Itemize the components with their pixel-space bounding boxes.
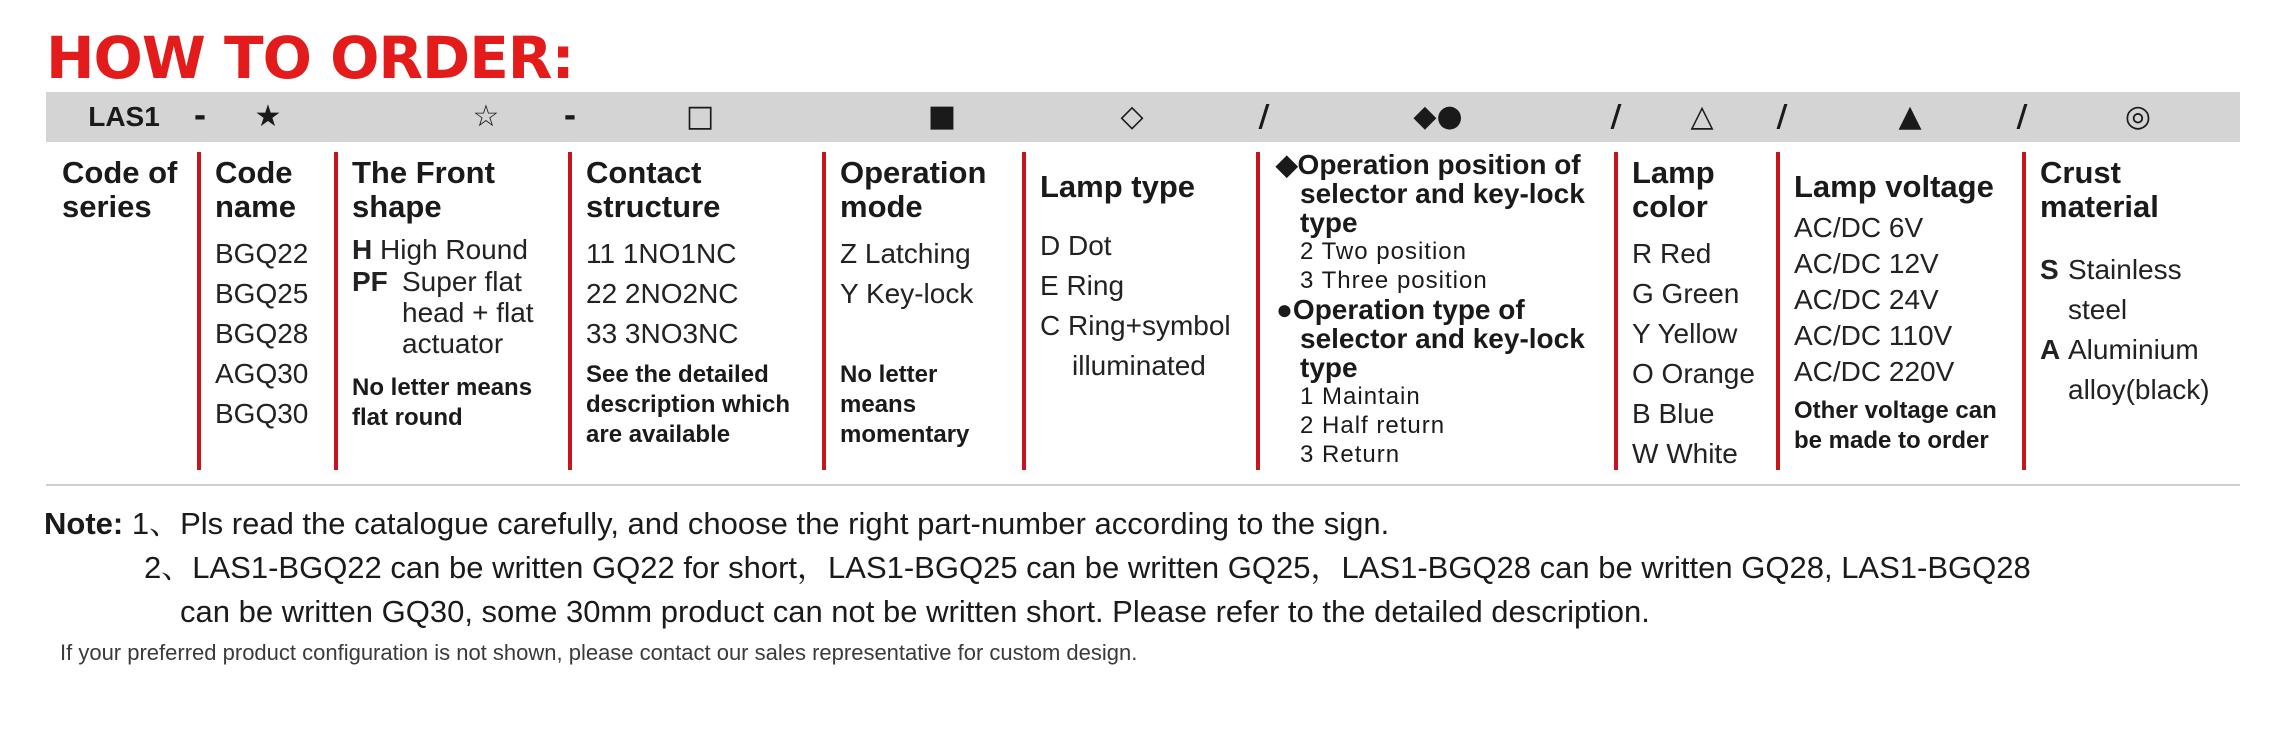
selector-operation-symbol: ◆● <box>1413 99 1463 134</box>
column-note: No letter means momentary <box>840 361 970 448</box>
list-item: 22 2NO2NC <box>586 278 739 309</box>
list-item: PF Super flat head + flat actuator <box>352 266 534 359</box>
list-item: AC/DC 24V <box>1794 284 1939 315</box>
list-item: S Stainless steel <box>2040 254 2182 325</box>
column-heading: Lamp color <box>1632 155 1715 224</box>
note-line: can be written GQ30, some 30mm product can not be written short. Please refer to the detailed description. <box>180 594 1650 629</box>
list-item: O Orange <box>1632 358 1755 389</box>
column-contact-structure <box>568 152 824 470</box>
list-item: 3 Three position <box>1300 267 1488 294</box>
column-note: See the detailed description which are available <box>586 361 791 448</box>
page-title: HOW TO ORDER: <box>46 24 574 92</box>
column-code-of-series <box>48 152 198 470</box>
code-separator: - <box>193 99 207 134</box>
crust-material-symbol: ◎ <box>2124 99 2152 134</box>
list-item: BGQ28 <box>215 318 309 349</box>
list-item: 3 Return <box>1300 441 1401 468</box>
code-separator: / <box>1258 99 1270 134</box>
note-line: 2、LAS1-BGQ22 can be written GQ22 for short，LAS1-BGQ25 can be written GQ25，LAS1-BGQ28 can be written GQ28, LAS1-BGQ28 <box>144 550 2031 585</box>
notes-section <box>44 502 2031 634</box>
list-item: 2 Two position <box>1300 238 1467 265</box>
column-heading: Lamp voltage <box>1794 169 1994 204</box>
order-code-bar <box>46 92 2240 142</box>
column-lamp-type <box>1022 152 1258 470</box>
list-item: H High Round <box>352 234 528 265</box>
list-item: A Aluminium alloy(black) <box>2040 334 2210 405</box>
list-item: 2 Half return <box>1300 412 1446 439</box>
list-item: B Blue <box>1632 398 1715 429</box>
lamp-type-symbol: ◇ <box>1120 99 1144 134</box>
column-heading: Operation mode <box>840 155 987 224</box>
code-separator: - <box>563 99 577 134</box>
list-item: AC/DC 110V <box>1794 320 1953 351</box>
note-label: Note: <box>44 506 124 541</box>
note-line: Note: 1、Pls read the catalogue carefully, and choose the right part-number according to the sign. <box>44 506 1390 541</box>
list-item: AC/DC 220V <box>1794 356 1955 387</box>
column-lamp-color <box>1614 152 1778 470</box>
lamp-color-symbol: △ <box>1690 99 1714 134</box>
list-item: 1 Maintain <box>1300 383 1421 410</box>
series-prefix: LAS1 <box>88 101 160 132</box>
list-item: AC/DC 6V <box>1794 212 1924 243</box>
column-heading: Crust material <box>2040 155 2159 224</box>
code-separator: / <box>1776 99 1788 134</box>
code-name-symbol: ★ <box>254 99 282 134</box>
column-heading: ◆Operation position of selector and key-lock type <box>1276 149 1585 238</box>
list-item: Z Latching <box>840 238 971 269</box>
column-front-shape <box>334 152 570 470</box>
column-crust-material <box>2022 152 2240 470</box>
list-item: AGQ30 <box>215 358 309 389</box>
column-heading: Code name <box>215 155 296 224</box>
list-item: D Dot <box>1040 230 1112 261</box>
contact-structure-symbol: □ <box>685 99 715 134</box>
list-item: BGQ25 <box>215 278 309 309</box>
operation-mode-symbol: ■ <box>927 99 957 134</box>
lamp-voltage-symbol: ▲ <box>1898 99 1922 134</box>
column-selector-operation <box>1256 149 1616 470</box>
list-item: E Ring <box>1040 270 1125 301</box>
list-item: W White <box>1632 438 1738 469</box>
list-item: Y Key-lock <box>840 278 974 309</box>
column-note: Other voltage can be made to order <box>1794 397 1997 454</box>
list-item: 11 1NO1NC <box>586 238 737 269</box>
footer-disclaimer: If your preferred product configuration is not shown, please contact our sales representative for custom design. <box>60 640 1138 665</box>
list-item: 33 3NO3NC <box>586 318 739 349</box>
list-item: illuminated <box>1072 350 1206 381</box>
column-code-name <box>197 152 335 470</box>
list-item: Y Yellow <box>1632 318 1738 349</box>
list-item: G Green <box>1632 278 1740 309</box>
column-lamp-voltage <box>1776 152 2024 470</box>
section-divider <box>46 484 2240 486</box>
list-item: R Red <box>1632 238 1712 269</box>
column-heading: The Front shape <box>352 155 495 224</box>
column-heading: Contact structure <box>586 155 721 224</box>
column-note: No letter means flat round <box>352 374 533 431</box>
list-item: C Ring+symbol <box>1040 310 1231 341</box>
code-separator: / <box>2016 99 2028 134</box>
column-heading: Lamp type <box>1040 169 1196 204</box>
list-item: BGQ30 <box>215 398 309 429</box>
code-separator: / <box>1610 99 1622 134</box>
column-operation-mode <box>822 152 1024 470</box>
column-heading: Code of series <box>62 155 178 224</box>
list-item: BGQ22 <box>215 238 309 269</box>
front-shape-symbol: ☆ <box>472 99 500 134</box>
list-item: AC/DC 12V <box>1794 248 1939 279</box>
column-heading: ●Operation type of selector and key-lock type <box>1276 294 1585 383</box>
